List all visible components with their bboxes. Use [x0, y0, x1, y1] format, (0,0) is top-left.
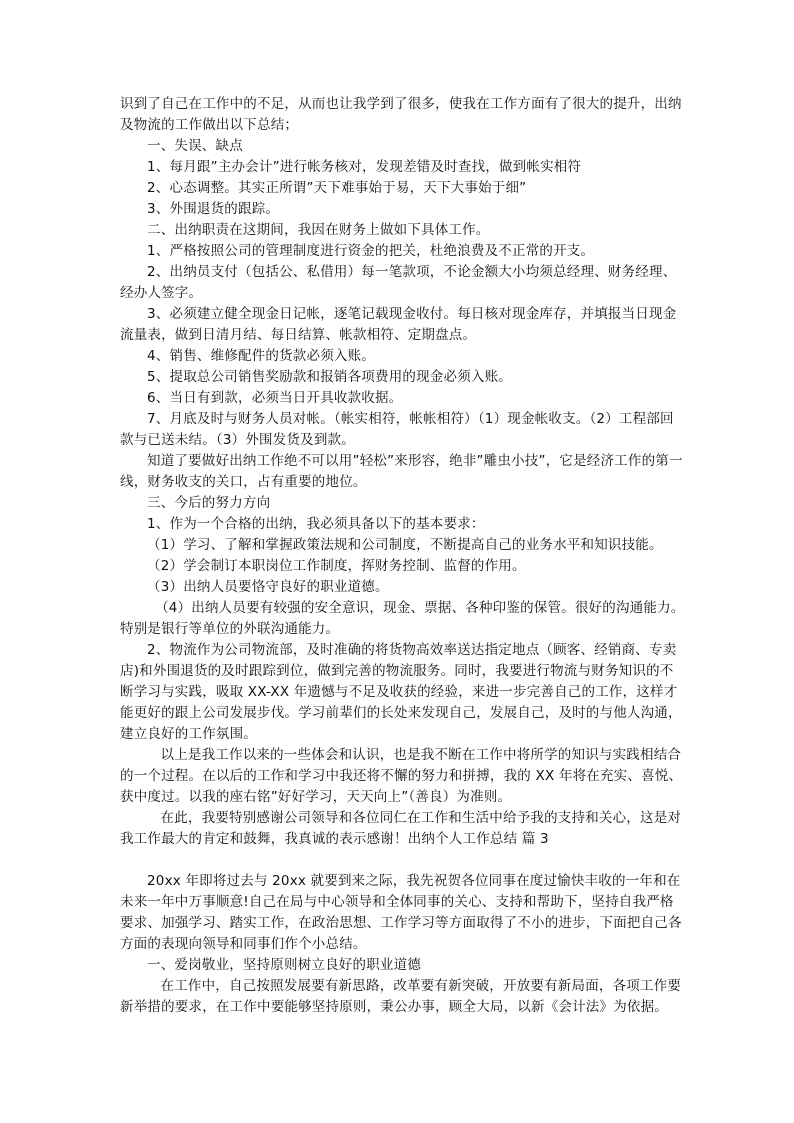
paragraph: （4）出纳人员要有较强的安全意识，现金、票据、各种印鉴的保管。很好的沟通能力。特别是银行等单位的外联沟通能力。 [120, 600, 685, 637]
paragraph: 知道了要做好出纳工作绝不可以用”轻松”来形容，绝非”雕虫小技”，它是经济工作的第一线，财务收支的关口，占有重要的地位。 [120, 453, 683, 490]
paragraph: 3、必须建立健全现金日记帐，逐笔记载现金收付。每日核对现金库存，并填报当日现金流量表，做到日清月结、每日结算、帐款相符、定期盘点。 [120, 306, 677, 343]
paragraph: 在此，我要特别感谢公司领导和各位同仁在工作和生活中给予我的支持和关心，这是对我工作最大的肯定和鼓舞，我真诚的表示感谢！出纳个人工作总结 篇 3 [120, 810, 682, 847]
paragraph: 一、失误、缺点 [147, 138, 243, 154]
paragraph: 3、外围退货的跟踪。 [147, 201, 280, 217]
paragraph: 1、每月跟”主办会计”进行帐务核对，发现差错及时查找，做到帐实相符 [147, 159, 582, 175]
paragraph: 以上是我工作以来的一些体会和认识，也是我不断在工作中将所学的知识与实践相结合的一个过程。在以后的工作和学习中我还将不懈的努力和拼搏，我的 XX 年将在充实、喜悦、获中度过。以我的座右铭”好好学习，天天向上”（善良）为准则。 [120, 747, 683, 805]
paragraph: （1）学习、了解和掌握政策法规和公司制度，不断提高自己的业务水平和知识技能。 [147, 537, 663, 553]
document-body [120, 94, 686, 1018]
paragraph: 4、销售、维修配件的货款必须入账。 [147, 348, 375, 364]
paragraph: 一、爱岗敬业，坚持原则树立良好的职业道德 [147, 957, 421, 973]
paragraph: 2、出纳员支付（包括公、私借用）每一笔款项，不论金额大小均须总经理、财务经理、经办人签字。 [120, 264, 677, 301]
paragraph: 20xx 年即将过去与 20xx 就要到来之际，我先祝贺各位同事在度过愉快丰收的一年和在未来一年中万事顺意!自己在局与中心领导和全体同事的关心、支持和帮助下，坚持自我严格要求、加强学习、踏实工作，在政治思想、工作学习等方面取得了不小的进步，下面把自己各方面的表现向领导和同事们作个小总结。 [120, 873, 682, 952]
paragraph: 6、当日有到款，必须当日开具收款收据。 [147, 390, 403, 406]
paragraph: 三、今后的努力方向 [147, 495, 271, 511]
paragraph: 7、月底及时与财务人员对帐。（帐实相符，帐帐相符）（1）现金帐收支。（2）工程部回款与已送未结。（3）外围发货及到款。 [120, 411, 674, 448]
paragraph: 在工作中，自己按照发展要有新思路，改革要有新突破，开放要有新局面，各项工作要新举措的要求，在工作中要能够坚持原则，秉公办事，顾全大局，以新《会计法》为依据。 [120, 978, 682, 1015]
paragraph: （3）出纳人员要恪守良好的职业道德。 [147, 579, 389, 595]
paragraph: 识到了自己在工作中的不足，从而也让我学到了很多，使我在工作方面有了很大的提升，出纳及物流的工作做出以下总结； [120, 96, 682, 133]
paragraph: 1、作为一个合格的出纳，我必须具备以下的基本要求： [147, 516, 485, 532]
paragraph: 5、提取总公司销售奖励款和报销各项费用的现金必须入账。 [147, 369, 512, 385]
paragraph-gap [120, 850, 686, 871]
paragraph: 2、心态调整。其实正所谓”天下难事始于易，天下大事始于细” [147, 180, 527, 196]
paragraph: （2）学会制订本职岗位工作制度，挥财务控制、监督的作用。 [147, 558, 526, 574]
paragraph: 2、物流作为公司物流部，及时准确的将货物高效率送达指定地点（顾客、经销商、专卖店)和外围退货的及时跟踪到位，做到完善的物流服务。同时，我要进行物流与财务知识的不断学习与实践，吸取 XX-XX 年遗憾与不足及收获的经验，来进一步完善自己的工作，这样才能更好的跟上公司发展步伐。学习前辈们的长处来发现自己，发展自己，及时的与他人沟通，建立良好的工作氛围。 [120, 642, 682, 742]
paragraph: 1、严格按照公司的管理制度进行资金的把关，杜绝浪费及不正常的开支。 [147, 243, 595, 259]
paragraph: 二、出纳职责在这期间，我因在财务上做如下具体工作。 [147, 222, 490, 238]
